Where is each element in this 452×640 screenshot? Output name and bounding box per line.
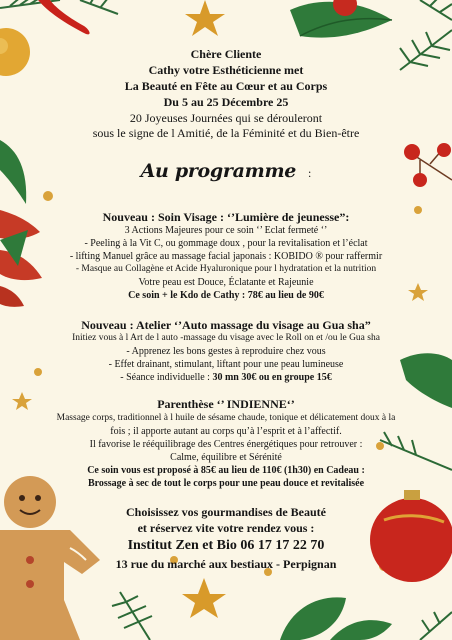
event-dates: Du 5 au 25 Décembre 25 [163, 95, 289, 109]
programme-heading: Au programme : [140, 160, 312, 182]
soin-visage-line: Votre peau est Douce, Éclatante et Rajeunie [138, 277, 314, 288]
intro-line: Cathy votre Esthéticienne met [148, 63, 304, 77]
gua-sha-price: - Séance individuelle : 30 mn 30€ ou en groupe 15€ [120, 372, 332, 383]
institute-phone: Institut Zen et Bio 06 17 17 22 70 [127, 538, 325, 553]
event-days: 20 Joyeuses Journées qui se dérouleront [129, 111, 323, 125]
indienne-price: Ce soin vous est proposé à 85€ au lieu de 110€ (1h30) en Cadeau : [87, 465, 365, 476]
programme-title: Au programme [140, 160, 297, 182]
soin-visage-price: Ce soin + le Kdo de Cathy : 78€ au lieu de 90€ [128, 290, 324, 301]
soin-visage-line: 3 Actions Majeures pour ce soin ‘’ Eclat fermeté ‘’ [124, 225, 328, 236]
chili-icon [38, 0, 90, 34]
greeting: Chère Cliente [190, 47, 262, 61]
star-icon [185, 0, 225, 36]
indienne-line: fois ; il apporte autant au corps qu’à l’esprit et à l’affectif. [110, 426, 342, 437]
indienne-gift: Brossage à sec de tout le corps pour une peau douce et revitalisée [87, 478, 365, 489]
soin-visage-line: - lifting Manuel grâce au massage facial japonais : KOBIDO ® pour raffermir [69, 251, 383, 262]
indienne-line: Il favorise le rééquilibrage des Centres énergétiques pour retrouver : [89, 439, 363, 450]
event-title: La Beauté en Fête au Cœur et au Corps [124, 79, 328, 93]
indienne-title: Parenthèse ‘’ INDIENNE‘’ [157, 397, 295, 411]
holly-leaf-icon [280, 597, 346, 640]
soin-visage-title: Nouveau : Soin Visage : ‘’Lumière de jeunesse”: [102, 210, 350, 224]
event-theme: sous le signe de l Amitié, de la Féminité et du Bien-être [92, 126, 360, 140]
footer-line: et réservez vite votre rendez vous : [137, 521, 315, 535]
holly-leaf-icon [330, 620, 392, 640]
soin-visage-line: - Masque au Collagène et Acide Hyaluronique pour l hydratation et la nutrition [75, 264, 377, 274]
indienne-line: Calme, équilibre et Sérénité [170, 452, 282, 463]
pine-branch-icon [112, 592, 452, 640]
star-icon [182, 578, 226, 618]
footer-line: Choisissez vos gourmandises de Beauté [125, 505, 326, 519]
institute-address: 13 rue du marché aux bestiaux - Perpignan [115, 557, 337, 571]
gua-sha-title: Nouveau : Atelier ‘’Auto massage du visage au Gua sha” [81, 318, 371, 332]
gua-sha-line: - Apprenez les bons gestes à reproduire chez vous [126, 346, 326, 357]
soin-visage-line: - Peeling à la Vit C, ou gommage doux , pour la revitalisation et l’éclat [84, 238, 368, 249]
gua-sha-line: Initiez vous à l Art de l auto -massage du visage avec le Roll on et /ou le Gua sha [72, 333, 380, 343]
indienne-line: Massage corps, traditionnel à l huile de sésame chaude, tonique et délicatement doux à la [56, 413, 396, 423]
gua-sha-line: - Effet drainant, stimulant, liftant pour une peau lumineuse [108, 359, 344, 370]
